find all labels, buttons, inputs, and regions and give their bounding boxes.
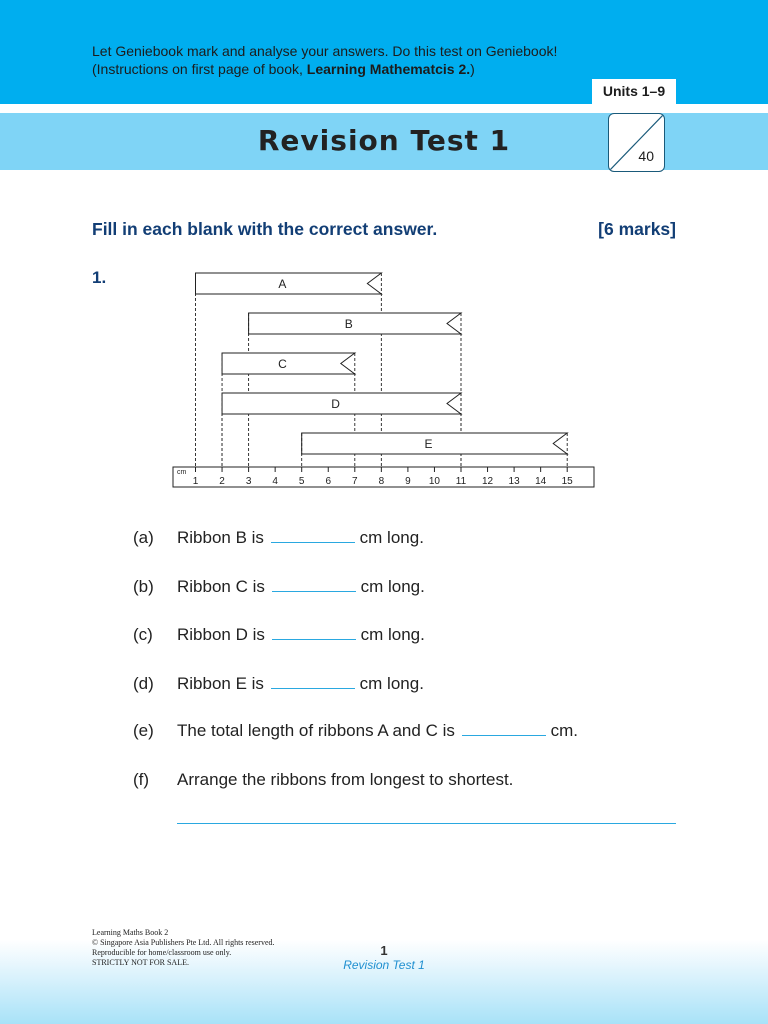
- ruler-tick-label: 10: [428, 476, 441, 487]
- footer-line-3: Reproducible for home/classroom use only.: [92, 948, 232, 957]
- ribbon-e: [302, 433, 568, 454]
- header-line-2-end: ): [470, 61, 475, 77]
- footer-page-title: Revision Test 1: [343, 958, 425, 972]
- units-badge: Units 1–9: [592, 79, 676, 104]
- ruler-tick-label: 2: [219, 476, 225, 487]
- answer-line-f[interactable]: [177, 823, 676, 824]
- answer-blank[interactable]: [271, 674, 355, 689]
- subquestion: [133, 674, 424, 694]
- page-number: 1: [380, 943, 388, 958]
- subquestion-text: Arrange the ribbons from longest to shortest.: [177, 770, 514, 789]
- subquestion-label: (d): [133, 674, 154, 693]
- answer-blank[interactable]: [462, 721, 546, 736]
- subquestion-label: (c): [133, 625, 153, 644]
- book-title: Learning Mathematcis 2.: [306, 61, 471, 77]
- ruler-unit: cm: [177, 469, 187, 476]
- ribbon-b: [249, 313, 461, 334]
- header-line-1: Let Geniebook mark and analyse your answers. Do this test on Geniebook!: [92, 43, 558, 59]
- subquestion: [133, 770, 513, 790]
- ribbon-label: A: [278, 277, 287, 291]
- ribbon-label: C: [278, 357, 287, 371]
- ruler-tick-label: 9: [405, 476, 411, 487]
- ruler-tick-label: 3: [245, 476, 252, 487]
- question-number: 1.: [92, 268, 107, 287]
- subquestion-unit: cm long.: [360, 625, 425, 644]
- ribbon-d: [222, 393, 461, 414]
- answer-blank[interactable]: [272, 577, 356, 592]
- ruler-tick-label: 1: [192, 476, 199, 487]
- ruler-tick-label: 15: [561, 476, 573, 487]
- footer-line-4: STRICTLY NOT FOR SALE.: [92, 958, 189, 967]
- ruler-tick-label: 5: [298, 476, 305, 487]
- subquestion-unit: cm long.: [359, 528, 424, 547]
- subquestion-unit: cm long.: [360, 577, 425, 596]
- footer-line-1: Learning Maths Book 2: [92, 928, 169, 937]
- subquestion-text: Ribbon B is: [177, 528, 269, 547]
- subquestion-label: (e): [133, 721, 154, 740]
- ribbon-label: E: [424, 437, 433, 451]
- ruler-tick-label: 12: [481, 476, 494, 487]
- subquestion: [133, 721, 578, 741]
- subquestion-label: (a): [133, 528, 154, 547]
- ruler-tick-label: 13: [508, 476, 520, 487]
- ruler-tick-label: 7: [352, 476, 358, 487]
- subquestion-label: (f): [133, 770, 150, 789]
- instruction-text: Fill in each blank with the correct answer.: [92, 219, 438, 239]
- ribbon-c: [222, 353, 355, 374]
- ruler-tick-label: 8: [378, 476, 385, 487]
- marks-label: [6 marks]: [598, 219, 676, 239]
- subquestion-text: Ribbon D is: [177, 625, 270, 644]
- subquestion: [133, 528, 424, 548]
- footer-line-2: © Singapore Asia Publishers Pte Ltd. All rights reserved.: [92, 938, 275, 947]
- ribbon-label: D: [331, 397, 340, 411]
- ribbon-a: [196, 273, 382, 294]
- ribbon-label: B: [344, 317, 353, 331]
- answer-blank[interactable]: [271, 528, 355, 543]
- answer-blank[interactable]: [272, 625, 356, 640]
- subquestion: [133, 577, 425, 597]
- ruler-tick-label: 14: [535, 476, 547, 487]
- subquestion: [133, 625, 425, 645]
- subquestion-unit: cm.: [550, 721, 578, 740]
- subquestion-text: The total length of ribbons A and C is: [177, 721, 460, 740]
- subquestion-text: Ribbon E is: [177, 674, 269, 693]
- page-title: Revision Test 1: [257, 124, 511, 157]
- ruler-tick-label: 4: [272, 476, 278, 487]
- ruler-tick-label: 6: [325, 476, 332, 487]
- subquestion-unit: cm long.: [359, 674, 424, 693]
- score-total: 40: [638, 148, 654, 164]
- ruler-tick-label: 11: [455, 476, 467, 487]
- subquestion-text: Ribbon C is: [177, 577, 270, 596]
- subquestion-label: (b): [133, 577, 154, 596]
- header-line-2-start: (Instructions on first page of book,: [92, 61, 307, 77]
